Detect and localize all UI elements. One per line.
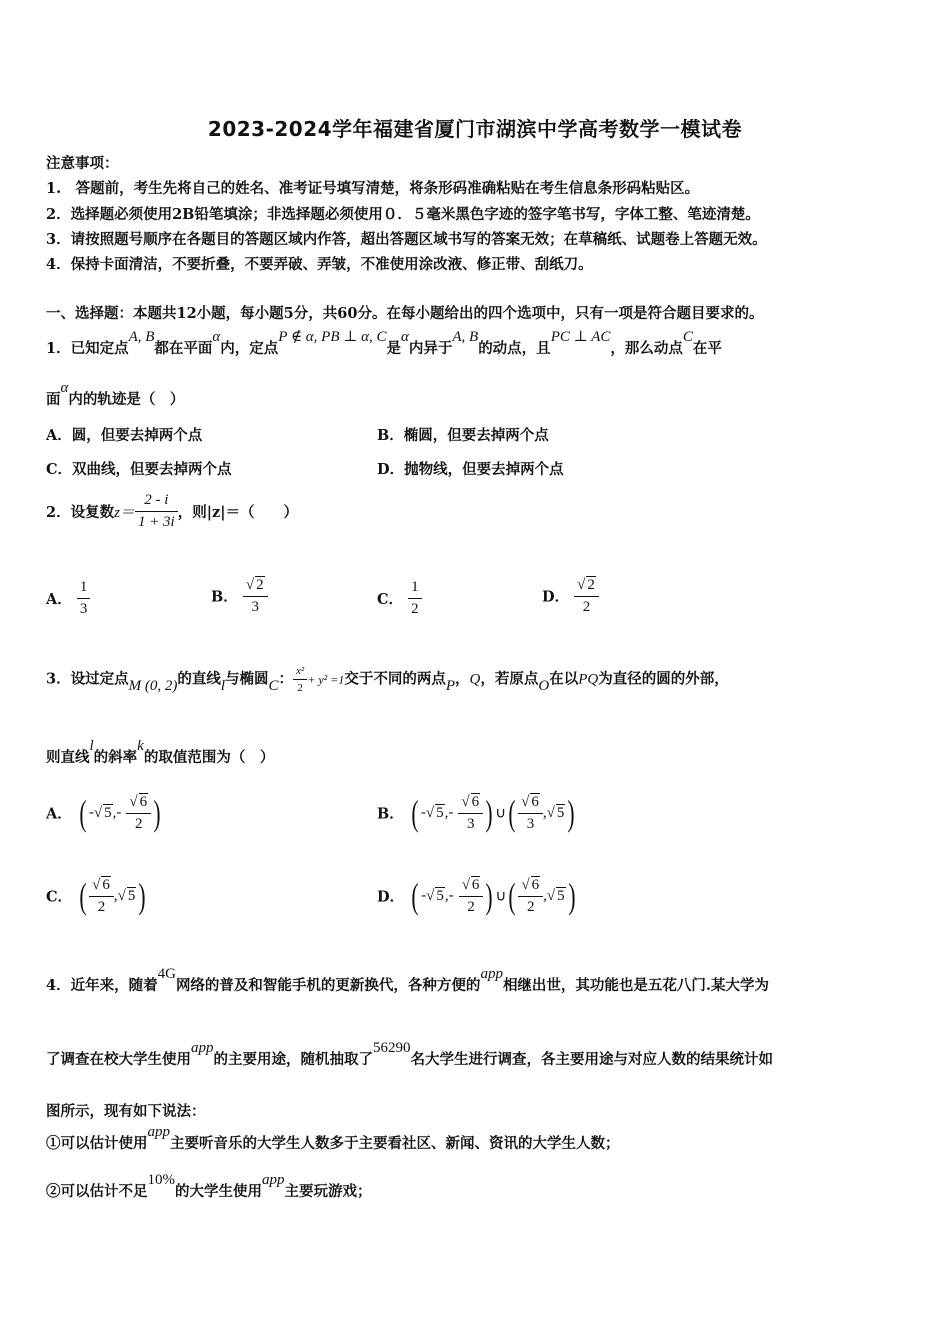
q1-option-c: C．双曲线，但要去掉两个点 (46, 461, 232, 478)
q3-option-d: D． ( -√ 5,- $\frac{√ 6}{2}$ ) ∪( $\frac{√ 6}{2}$ ,√ 5) (377, 876, 576, 916)
q2-option-a: A． $\frac{1}{3}$ (46, 579, 90, 618)
question-4-line-2: 了调查在校大学生使用app的主要用途，随机抽取了56290名大学生进行调查，各主要用途与对应人数的结果统计如 (46, 1040, 773, 1068)
q1-option-b: B．椭圆，但要去掉两个点 (377, 427, 549, 444)
q2-option-d: D． $\frac{√ 2}{2}$ (542, 576, 599, 616)
notice-item-1: 1. 答题前，考生先将自己的姓名、准考证号填写清楚，将条形码准确粘贴在考生信息条形码粘贴区。 (46, 180, 700, 197)
q1-option-d: D．抛物线，但要去掉两个点 (377, 461, 564, 478)
question-3-line-1: 3．设过定点M (0, 2)的直线l与椭圆C： $\frac{\text{x²}}{2}$ + y² =1交于不同的两点P，Q，若原点O在以PQ为直径的圆的外部， (46, 665, 729, 694)
q2-option-c: C． $\frac{1}{2}$ (377, 579, 422, 618)
q2-option-b: B． $\frac{√ 2}{3}$ (211, 576, 268, 616)
question-2: 2．设复数z＝ $\frac{2 - i}{1 + 3i}$ ，则|z|＝（ ） (46, 492, 299, 530)
q3-option-b: B． ( -√ 5,- $\frac{√ 6}{3}$ ) ∪( $\frac{√ 6}{3}$ ,√ 5) (377, 793, 575, 833)
q4-statement-2: ②可以估计不足10%的大学生使用app主要玩游戏； (46, 1172, 372, 1200)
question-1-line-1: 1．已知定点A, B都在平面α内，定点P ∉ α, PB ⊥ α, C是α内异于A, B的动点，且PC ⊥ AC，那么动点C在平 (46, 329, 722, 357)
notice-item-3: 3．请按照题号顺序在各题目的答题区域内作答，超出答题区域书写的答案无效；在草稿纸、试题卷上答题无效。 (46, 231, 767, 248)
question-1-line-2: 面α内的轨迹是（ ） (46, 380, 185, 408)
question-4-line-3: 图所示，现有如下说法： (46, 1103, 206, 1120)
q3-option-c: C． ( $\frac{√ 6}{2}$ ,√ 5) (46, 876, 146, 916)
q1-option-a: A．圆，但要去掉两个点 (46, 427, 203, 444)
q2-fraction: $\frac{2 - i}{1 + 3i}$ (135, 492, 178, 531)
question-3-line-2: 则直线l的斜率k的取值范围为（ ） (46, 738, 275, 766)
page-title: 2023-2024学年福建省厦门市湖滨中学高考数学一模试卷 (207, 117, 743, 141)
notice-item-2: 2．选择题必须使用2B铅笔填涂；非选择题必须使用０．５毫米黑色字迹的签字笔书写，字体工整、笔迹清楚。 (46, 206, 760, 223)
notice-heading: 注意事项： (46, 155, 119, 172)
section-heading: 一、选择题：本题共12小题，每小题5分，共60分。在每小题给出的四个选项中，只有一项是符合题目要求的。 (46, 305, 764, 322)
q4-statement-1: ①可以估计使用app主要听音乐的大学生人数多于主要看社区、新闻、资讯的大学生人数； (46, 1124, 620, 1152)
question-4-line-1: 4．近年来，随着4G网络的普及和智能手机的更新换代，各种方便的app相继出世，其功能也是五花八门.某大学为 (46, 966, 769, 994)
notice-item-4: 4．保持卡面清洁，不要折叠，不要弄破、弄皱，不准使用涂改液、修正带、刮纸刀。 (46, 256, 593, 273)
q3-option-a: A． ( -√ 5,- $\frac{√ 6}{2}$ ) (46, 793, 161, 833)
ellipse-fraction: $\frac{\text{x²}}{2}$ (293, 665, 307, 694)
